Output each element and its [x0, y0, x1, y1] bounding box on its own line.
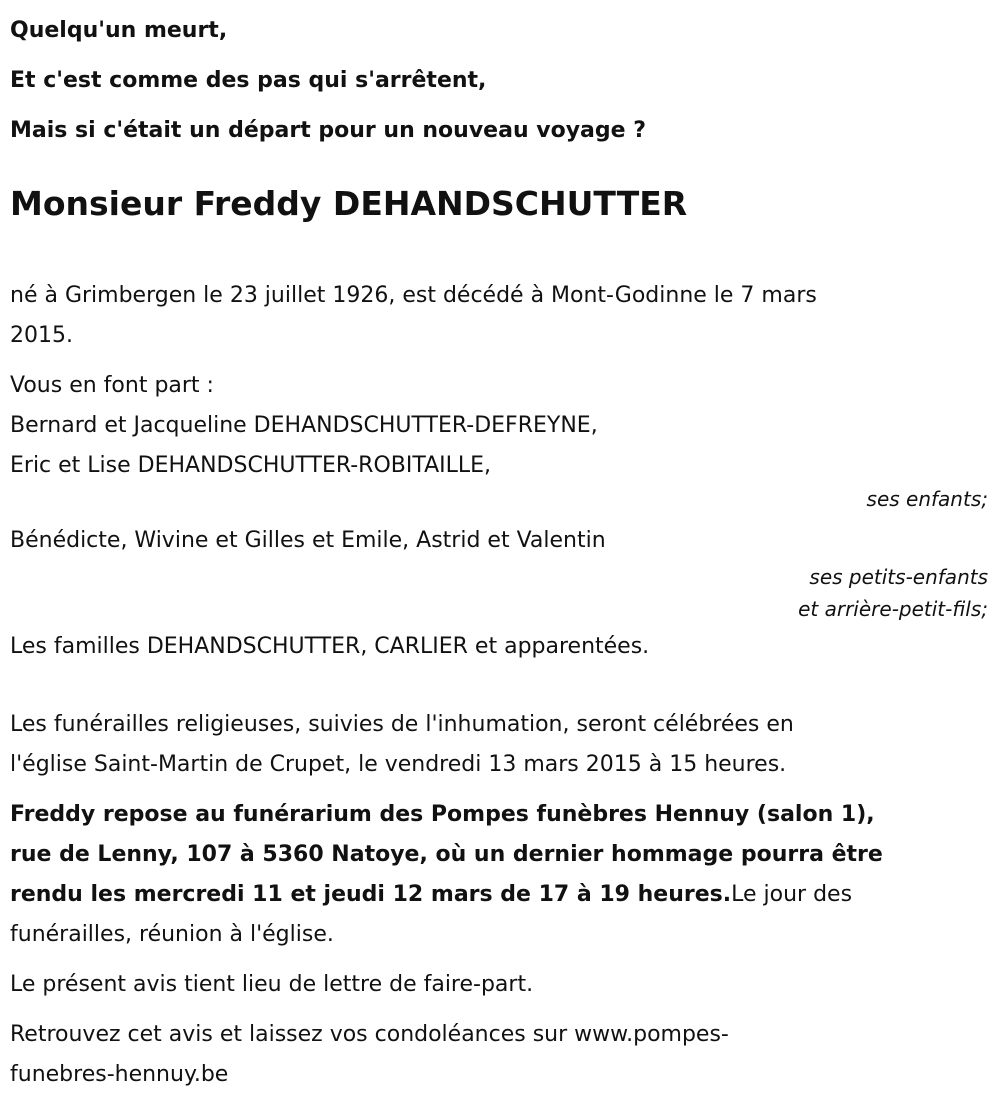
repose-line-2: rue de Lenny, 107 à 5360 Natoye, où un dernier hommage pourra être — [10, 842, 883, 867]
repose-line-4: funérailles, réunion à l'église. — [10, 922, 334, 947]
funeral-line-2: l'église Saint-Martin de Crupet, le vendredi 13 mars 2015 à 15 heures. — [10, 752, 787, 777]
condolences-line-1: Retrouvez cet avis et laissez vos condoléances sur www.pompes- — [10, 1022, 729, 1047]
repose-line-3-bold: rendu les mercredi 11 et jeudi 12 mars de 17 à 19 heures. — [10, 882, 732, 907]
grandchildren-label-2: et arrière-petit-fils; — [798, 597, 988, 621]
grandchildren-label-1: ses petits-enfants — [809, 565, 988, 589]
grandchildren-line: Bénédicte, Wivine et Gilles et Emile, Astrid et Valentin — [10, 528, 606, 553]
repose-line-1: Freddy repose au funérarium des Pompes funèbres Hennuy (salon 1), — [10, 802, 875, 827]
poem — [10, 0, 990, 156]
announcement-intro: Vous en font part : — [10, 373, 214, 398]
poem-line-3: Mais si c'était un départ pour un nouveau voyage ? — [10, 118, 646, 143]
poem-line-1: Quelqu'un meurt, — [10, 18, 228, 43]
condolences-paragraph — [10, 1015, 990, 1095]
children-label: ses enfants; — [866, 487, 988, 511]
birth-death-paragraph — [10, 276, 990, 356]
repose-line-3-normal: Le jour des — [731, 882, 853, 907]
notice-line: Le présent avis tient lieu de lettre de faire-part. — [10, 972, 534, 997]
birth-line-1: né à Grimbergen le 23 juillet 1926, est décédé à Mont-Godinne le 7 mars — [10, 283, 817, 308]
funeral-paragraph — [10, 705, 990, 785]
repose-line-3 — [10, 875, 990, 915]
child-couple-1: Bernard et Jacqueline DEHANDSCHUTTER-DEFREYNE, — [10, 413, 598, 438]
birth-line-2: 2015. — [10, 323, 73, 348]
condolences-line-2: funebres-hennuy.be — [10, 1062, 229, 1087]
poem-line-2: Et c'est comme des pas qui s'arrêtent, — [10, 68, 487, 93]
child-couple-2: Eric et Lise DEHANDSCHUTTER-ROBITAILLE, — [10, 453, 492, 478]
repose-paragraph — [10, 795, 990, 955]
funeral-line-1: Les funérailles religieuses, suivies de l'inhumation, seront célébrées en — [10, 712, 794, 737]
announcement-block — [10, 366, 990, 486]
deceased-name-title: Monsieur Freddy DEHANDSCHUTTER — [10, 184, 688, 223]
families-line: Les familles DEHANDSCHUTTER, CARLIER et apparentées. — [10, 634, 650, 659]
